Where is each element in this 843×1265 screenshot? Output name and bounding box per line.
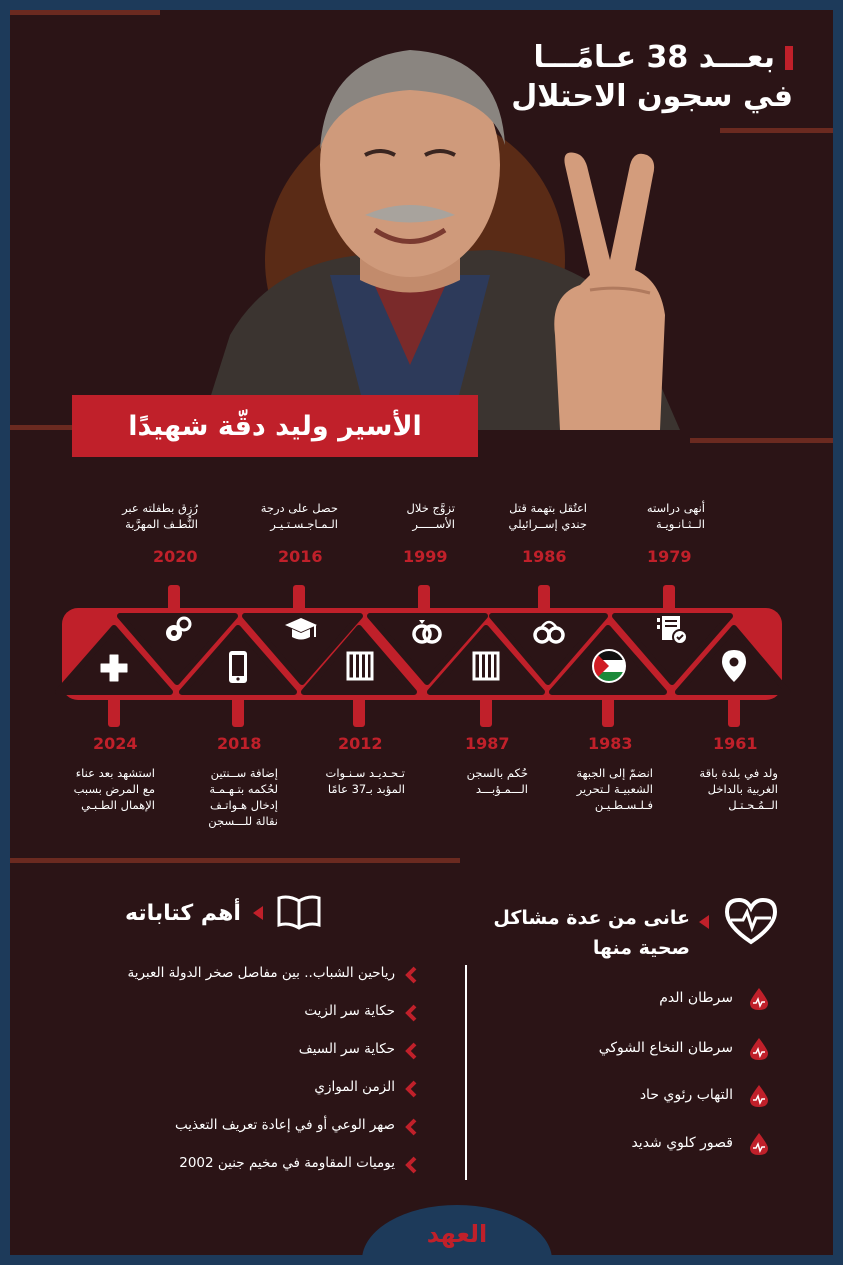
event-2024-text bbox=[74, 765, 155, 813]
writing-item-6: يوميات المقاومة في مخيم جنين 2002 bbox=[179, 1155, 395, 1171]
writing-item-3: حكاية سر السيف bbox=[298, 1041, 395, 1057]
health-item-2: سرطان النخاع الشوكي bbox=[598, 1040, 733, 1056]
name-banner bbox=[72, 395, 478, 457]
title-line-1: بعـــد 38 عـامًـــا bbox=[533, 40, 775, 75]
writings-title: أهم كتاباته bbox=[125, 900, 241, 926]
event-1979-line2: الــثـانـويـة bbox=[655, 517, 705, 531]
event-2012-text bbox=[326, 765, 405, 797]
year-1987: 1987 bbox=[465, 734, 510, 753]
year-2012: 2012 bbox=[338, 734, 383, 753]
health-heading bbox=[493, 903, 690, 963]
event-1983-text bbox=[576, 765, 653, 813]
event-2018-line3: إدخال هـواتـف bbox=[210, 798, 278, 812]
health-item-4: قصور كلوي شديد bbox=[631, 1135, 733, 1151]
event-2024-line1: استشهد بعد عناء bbox=[75, 766, 155, 780]
event-1979-line1: أنهى دراسته bbox=[646, 501, 705, 515]
book-icon bbox=[275, 895, 323, 931]
event-1961-line3: الــمُـحـتـل bbox=[728, 798, 778, 812]
event-2018-line4: نقالة للـــسجن bbox=[208, 814, 278, 828]
infographic-card bbox=[10, 10, 833, 1255]
writing-item-5: صهر الوعي أو في إعادة تعريف التعذيب bbox=[174, 1117, 395, 1133]
prison-icon bbox=[472, 651, 500, 681]
health-item-1: سرطان الدم bbox=[659, 990, 733, 1006]
title-line-2: في سجون الاحتلال bbox=[511, 79, 793, 114]
wedding-rings-icon bbox=[410, 615, 444, 647]
event-2016-text bbox=[261, 500, 338, 532]
certificate-icon bbox=[656, 613, 690, 647]
event-1961-line2: الغربية بالداخل bbox=[707, 782, 778, 796]
health-heading-line1: عانى من عدة مشاكل bbox=[493, 907, 690, 929]
chevron-left-icon bbox=[403, 1080, 419, 1098]
event-1983-line1: انضمّ إلى الجبهة bbox=[576, 766, 653, 780]
location-pin-icon bbox=[720, 648, 748, 684]
chevron-left-icon bbox=[403, 1156, 419, 1174]
prison-icon bbox=[346, 651, 374, 681]
handcuffs-icon bbox=[532, 615, 566, 647]
writing-item-4: الزمن الموازي bbox=[314, 1079, 395, 1095]
banner-title: الأسير وليد دقّة شهيدًا bbox=[128, 410, 422, 442]
decor-stripe-top-left bbox=[10, 10, 160, 15]
decor-stripe-lower-left bbox=[10, 858, 460, 863]
medical-cross-icon bbox=[99, 653, 129, 683]
event-1961-line1: ولد في بلدة باقة bbox=[699, 766, 778, 780]
event-2018-line1: إضافة ســنتين bbox=[210, 766, 278, 780]
chevron-left-icon bbox=[403, 1118, 419, 1136]
chevron-left-icon bbox=[403, 966, 419, 984]
chevron-left-icon bbox=[403, 1042, 419, 1060]
header-title bbox=[511, 40, 793, 114]
event-1961-text bbox=[699, 765, 778, 813]
event-1983-line2: الشعبيـة لـتحرير bbox=[576, 782, 653, 796]
event-2016-line2: الـمـاجـسـتـيـر bbox=[270, 517, 338, 531]
triangle-marker-icon bbox=[697, 914, 711, 930]
writing-item-2: حكاية سر الزيت bbox=[304, 1003, 395, 1019]
event-1986-line1: اعتُقل بتهمة قتل bbox=[509, 501, 587, 515]
event-1987-text bbox=[467, 765, 528, 797]
year-2020: 2020 bbox=[153, 547, 198, 566]
heart-pulse-icon bbox=[723, 896, 779, 946]
event-2020-line1: رُزِق بطفلته عبر bbox=[122, 501, 198, 515]
year-1999: 1999 bbox=[403, 547, 448, 566]
event-2016-line1: حصل على درجة bbox=[260, 501, 338, 515]
blood-drop-icon bbox=[748, 986, 770, 1012]
event-1979-text bbox=[647, 500, 705, 532]
health-item-3: التهاب رئوي حاد bbox=[639, 1087, 733, 1103]
timeline-band bbox=[10, 570, 833, 740]
title-marker bbox=[785, 46, 793, 70]
event-2024-line2: مع المرض بسبب bbox=[73, 782, 155, 796]
chevron-left-icon bbox=[403, 1004, 419, 1022]
decor-stripe-mid-right bbox=[690, 438, 833, 443]
blood-drop-icon bbox=[748, 1083, 770, 1109]
event-2018-line2: لحُكمه بتـهـمـة bbox=[209, 782, 278, 796]
year-1961: 1961 bbox=[713, 734, 758, 753]
event-2012-line2: المؤبد بـ37 عامًا bbox=[327, 782, 405, 796]
event-1999-line2: الأســـــر bbox=[412, 517, 455, 531]
year-2024: 2024 bbox=[93, 734, 138, 753]
pacifier-icon bbox=[163, 615, 193, 645]
event-2020-line2: النُّطـف المهرَّبة bbox=[125, 517, 198, 531]
section-divider bbox=[465, 965, 467, 1180]
event-2020-text bbox=[122, 500, 198, 532]
health-heading-line2: صحية منها bbox=[592, 937, 690, 959]
event-1987-line1: حُكم بالسجن bbox=[466, 766, 528, 780]
palestine-flag-icon bbox=[591, 648, 627, 684]
event-2018-text bbox=[208, 765, 278, 829]
event-1986-line2: جندي إســرائيلي bbox=[508, 517, 587, 531]
blood-drop-icon bbox=[748, 1036, 770, 1062]
event-1986-text bbox=[509, 500, 587, 532]
year-1983: 1983 bbox=[588, 734, 633, 753]
footer-logo: العهد bbox=[426, 1220, 488, 1248]
event-1987-line2: الـــمـؤبـــد bbox=[475, 782, 528, 796]
event-2012-line1: تـحـديـد سـنـوات bbox=[325, 766, 405, 780]
year-1979: 1979 bbox=[647, 547, 692, 566]
writing-item-1: رياحين الشباب.. بين مفاصل صخر الدولة العبرية bbox=[127, 965, 395, 981]
event-1999-text bbox=[406, 500, 455, 532]
phone-icon bbox=[226, 650, 250, 684]
graduation-cap-icon bbox=[283, 615, 319, 647]
triangle-marker-icon bbox=[251, 905, 265, 921]
event-1983-line3: فـلـسـطـيـن bbox=[594, 798, 653, 812]
year-2016: 2016 bbox=[278, 547, 323, 566]
event-1999-line1: تزوَّج خلال bbox=[406, 501, 455, 515]
year-2018: 2018 bbox=[217, 734, 262, 753]
year-1986: 1986 bbox=[522, 547, 567, 566]
blood-drop-icon bbox=[748, 1131, 770, 1157]
event-2024-line3: الإهمال الطـبـي bbox=[81, 798, 155, 812]
writings-heading bbox=[125, 895, 323, 931]
